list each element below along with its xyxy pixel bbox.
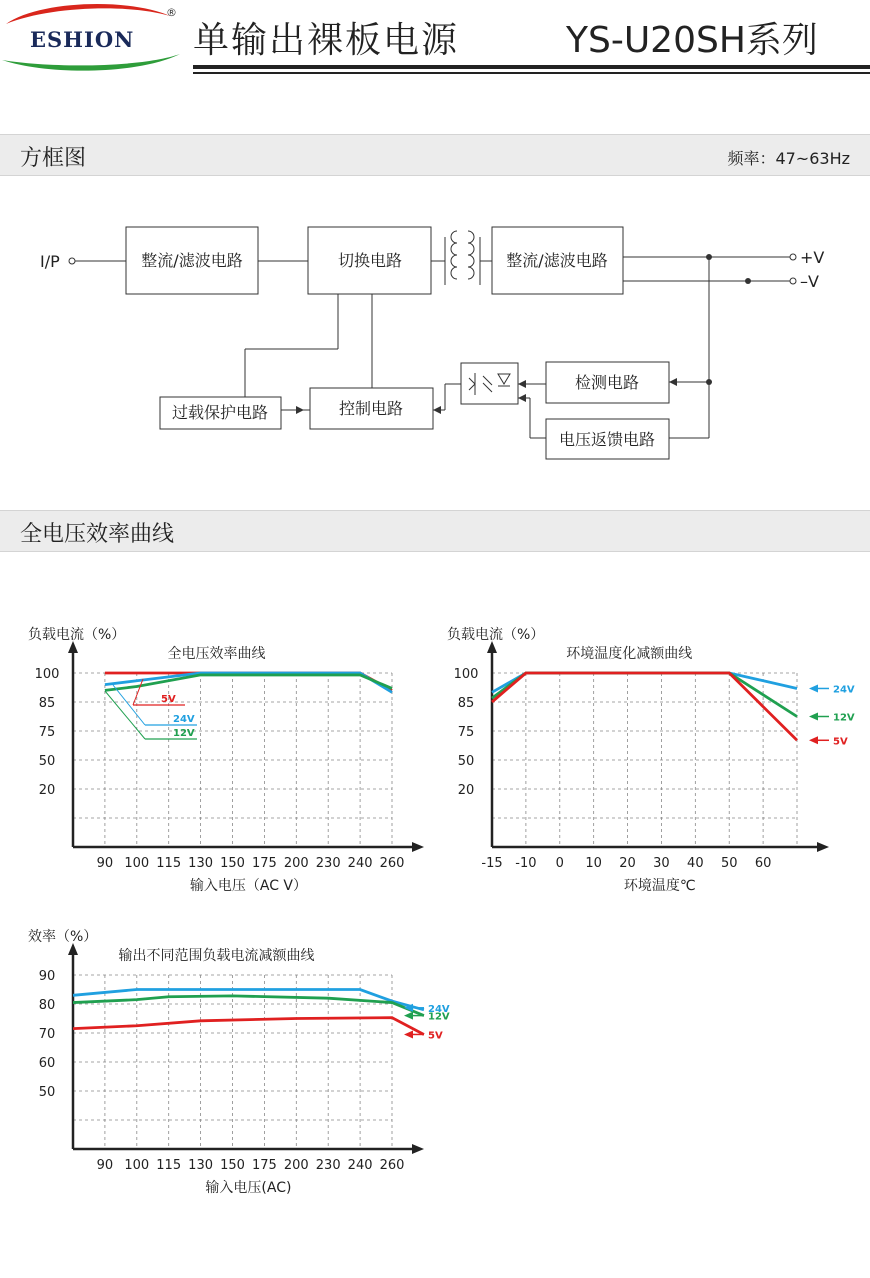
x-tick-label: 200 [283,856,309,871]
block-label: 检测电路 [574,373,640,392]
legend-label-24v: 24V [173,714,195,725]
logo-text: ESHION [30,27,135,52]
x-axis-arrow [412,842,424,852]
x-tick-label: 20 [619,856,636,871]
legend-label-12v: 12V [833,712,855,724]
y-axis-label: 负载电流（%） [447,627,545,643]
x-tick-label: 115 [156,1158,182,1173]
series-line-5v [492,673,797,740]
x-tick-label: 175 [251,856,277,871]
block-control [310,388,433,429]
legend-arrow [404,1030,413,1038]
x-tick-label: 240 [347,1158,373,1173]
y-tick-label: 100 [453,667,479,682]
y-tick-label: 50 [38,754,56,769]
series-line-12v [105,675,392,690]
x-axis-arrow [412,1144,424,1154]
y-tick-label: 75 [38,725,56,740]
x-axis-label: 环境温度℃ [623,878,696,894]
block-switch [308,227,431,294]
x-tick-label: 175 [251,1158,277,1173]
section-title: 方框图 [20,146,87,171]
section-title: 全电压效率曲线 [20,522,175,547]
pos-output-label: +V [800,248,825,267]
block-rect-filter-out [492,227,623,294]
x-axis-arrow [817,842,829,852]
page-header [0,0,870,80]
y-tick-label: 85 [457,696,475,711]
legend-label-5v: 5V [161,694,176,705]
header-rule-thin [193,72,870,74]
x-tick-label: 60 [754,856,772,871]
y-tick-label: 50 [457,754,475,769]
legend-leader [133,679,143,705]
x-tick-label: 100 [124,856,150,871]
x-tick-label: 200 [283,1158,309,1173]
y-tick-label: 80 [38,998,56,1013]
x-tick-label: 150 [220,1158,245,1173]
x-tick-label: 240 [347,856,373,871]
block-detect [546,362,669,403]
x-tick-label: 100 [124,1158,150,1173]
block-diagram [0,176,870,506]
y-tick-label: 20 [38,783,56,798]
series-line-5v [73,1018,424,1035]
legend-arrow [809,713,818,721]
chart-title: 环境温度化减额曲线 [566,646,693,662]
x-tick-label: 260 [379,856,405,871]
y-tick-label: 100 [34,667,60,682]
chart-temperature-derating [435,620,870,894]
x-tick-label: 230 [315,1158,341,1173]
header-rule-thick [193,65,870,69]
legend-label-24v: 24V [428,1003,450,1015]
x-tick-label: -15 [481,856,503,871]
input-label: I/P [40,252,60,271]
block-rect-filter-in [126,227,258,294]
chart-load-current-derating [0,925,450,1196]
x-tick-label: 50 [720,856,738,871]
legend-label-12v: 12V [428,1011,450,1023]
registered-mark: ® [166,6,177,19]
series-line-12v [73,996,424,1016]
block-label: 切换电路 [337,251,403,270]
chart-title: 输出不同范围负载电流减额曲线 [118,948,315,964]
block-label: 控制电路 [338,399,404,418]
y-axis-label: 效率（%） [28,929,98,945]
x-tick-label: 130 [188,1158,214,1173]
legend-label-5v: 5V [428,1030,443,1042]
neg-output-label: –V [800,272,819,291]
x-tick-label: 10 [585,856,602,871]
y-axis-label: 负载电流（%） [28,627,126,643]
y-tick-label: 85 [38,696,56,711]
block-diagram-section-bar [0,134,870,176]
x-tick-label: -10 [515,856,537,871]
block-overload [160,397,281,429]
curve-section-bar [0,510,870,552]
legend-arrow [809,684,818,692]
chart-title: 全电压效率曲线 [167,646,266,662]
x-tick-label: 115 [156,856,182,871]
x-tick-label: 90 [96,856,114,871]
block-label: 整流/滤波电路 [506,251,608,270]
block-feedback [546,419,669,459]
y-tick-label: 70 [38,1027,56,1042]
frequency-label: 频率：47~63Hz [727,149,850,168]
x-tick-label: 130 [188,856,214,871]
x-tick-label: 90 [96,1158,114,1173]
product-title: 单输出裸板电源 [193,20,460,61]
x-axis-label: 输入电压(AC) [205,1180,292,1196]
legend-label-5v: 5V [833,736,848,748]
x-tick-label: 0 [555,856,564,871]
y-tick-label: 60 [38,1056,56,1071]
block-label: 整流/滤波电路 [141,251,243,270]
x-tick-label: 40 [687,856,704,871]
y-tick-label: 50 [38,1085,56,1100]
y-tick-label: 90 [38,969,56,984]
legend-label-12v: 12V [173,728,195,739]
y-tick-label: 75 [457,725,475,740]
x-tick-label: 30 [653,856,670,871]
y-tick-label: 20 [457,783,475,798]
x-axis-label: 输入电压（AC V） [189,878,308,894]
legend-label-24v: 24V [833,684,855,696]
series-line-24v [492,673,797,692]
legend-leader [105,691,145,739]
block-label: 电压返馈电路 [558,430,656,449]
legend-arrow [404,1012,413,1020]
block-label: 过载保护电路 [171,403,269,422]
product-model: YS-U20SH系列 [566,20,818,61]
x-tick-label: 260 [379,1158,405,1173]
x-tick-label: 230 [315,856,341,871]
chart-full-voltage-efficiency [0,620,435,894]
legend-arrow [809,736,818,744]
eshion-logo [0,2,190,76]
x-tick-label: 150 [220,856,245,871]
